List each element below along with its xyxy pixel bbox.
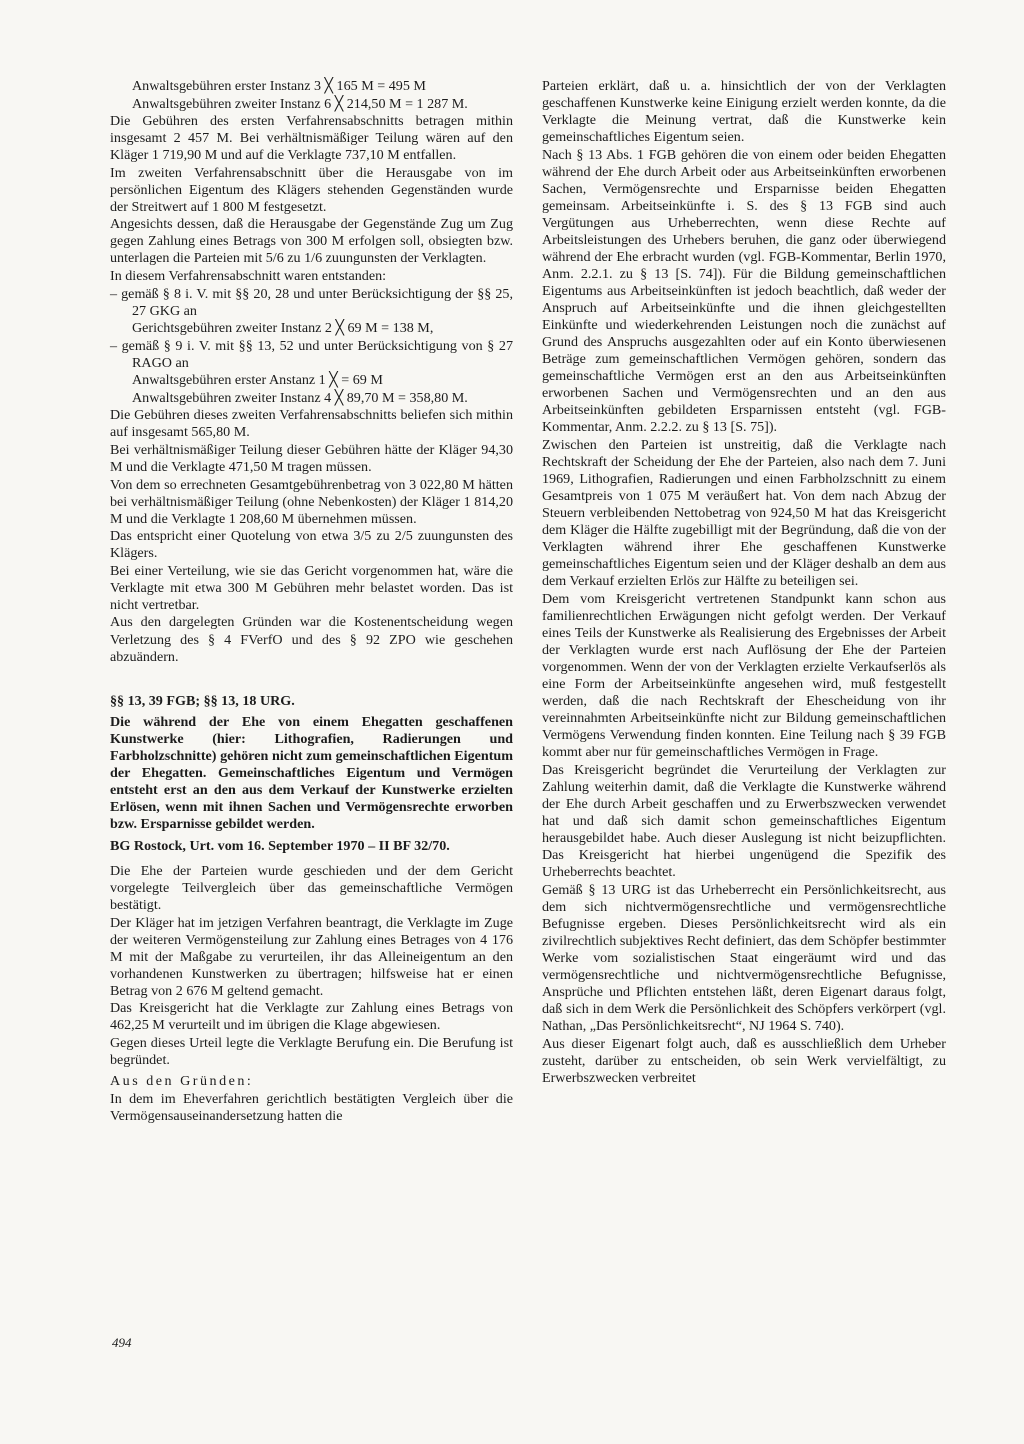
- paragraph: Anwaltsgebühren zweiter Instanz 4 ╳ 89,70 M = 358,80 M.: [132, 389, 468, 406]
- paragraph: Die Gebühren dieses zweiten Verfahrensabschnitts beliefen sich mithin auf insgesamt 565,80 M.: [110, 407, 513, 441]
- paragraph: Von dem so errechneten Gesamtgebührenbetrag von 3 022,80 M hätten bei verhältnismäßiger Teilung (ohne Nebenkosten) der Kläger 1 814,20 M und die Verklagte 1 208,60 M übernehmen müssen.: [110, 476, 513, 527]
- section-heading: Aus den Gründen:: [110, 1073, 254, 1090]
- paragraph: Das Kreisgericht hat die Verklagte zur Zahlung eines Betrags von 462,25 M verurteilt und im übrigen die Klage abgewiesen.: [110, 1000, 513, 1034]
- left-column: [110, 78, 513, 1125]
- paragraph: Der Kläger hat im jetzigen Verfahren beantragt, die Verklagte im Zuge der weiteren Vermögensteilung zur Zahlung eines Betrages von 4 176 M mit der Maßgabe zu verurteilen, ihr das Alleineigentum an den vorhandenen Kunstwerken zu übertragen; hilfsweise hat er einen Betrag von 2 676 M geltend gemacht.: [110, 914, 513, 999]
- paragraph: – gemäß § 9 i. V. mit §§ 13, 52 und unter Berücksichtigung von § 27 RAGO an: [110, 337, 513, 371]
- paragraph: Im zweiten Verfahrensabschnitt über die Herausgabe von im persönlichen Eigentum des Klägers stehenden Gegenständen wurde der Streitwert auf 1 800 M festgesetzt.: [110, 164, 513, 215]
- paragraph: Die Gebühren des ersten Verfahrensabschnitts betragen mithin insgesamt 2 457 M. Bei verhältnismäßiger Teilung wären auf den Kläger 1 719,90 M und auf die Verklagte 737,10 M entfallen.: [110, 113, 513, 164]
- paragraph: Bei verhältnismäßiger Teilung dieser Gebühren hätte der Kläger 94,30 M und die Verklagte 471,50 M tragen müssen.: [110, 441, 513, 476]
- law-references: §§ 13, 39 FGB; §§ 13, 18 URG.: [110, 692, 295, 709]
- paragraph: Gerichtsgebühren zweiter Instanz 2 ╳ 69 M = 138 M,: [132, 320, 434, 337]
- paragraph: In dem im Eheverfahren gerichtlich bestätigten Vergleich über die Vermögensauseinandersetzung hatten die: [110, 1090, 513, 1124]
- paragraph: Aus dieser Eigenart folgt auch, daß es ausschließlich dem Urheber zusteht, darüber zu entscheiden, ob sein Werk vervielfältigt, zu Erwerbszwecken verbreitet: [542, 1035, 946, 1086]
- paragraph: – gemäß § 8 i. V. mit §§ 20, 28 und unter Berücksichtigung der §§ 25, 27 GKG an: [110, 285, 513, 319]
- paragraph: Bei einer Verteilung, wie sie das Gericht vorgenommen hat, wäre die Verklagte mit etwa 300 M Gebühren mehr belastet worden. Das ist nicht vertretbar.: [110, 562, 513, 613]
- paragraph: Das entspricht einer Quotelung von etwa 3/5 zu 2/5 zuungunsten des Klägers.: [110, 528, 513, 562]
- headnote: Die während der Ehe von einem Ehegatten geschaffenen Kunstwerke (hier: Lithografien, Radierungen und Farbholzschnitte) gehören nicht zum gemeinschaftlichen Eigentum der Ehegatten. Gemeinschaftliches Eigentum und Vermögen entsteht erst an den aus dem Verkauf der Kunstwerke erzielten Erlösen, wenn mit ihnen Sachen und Vermögensrechte erworben bzw. Ersparnisse gebildet werden.: [110, 713, 513, 832]
- paragraph: Parteien erklärt, daß u. a. hinsichtlich der von der Verklagten geschaffenen Kunstwerke keine Einigung erzielt werden konnte, da die Verklagte die Meinung vertrat, daß die Kunstwerke kein gemeinschaftliches Eigentum seien.: [542, 78, 946, 146]
- paragraph: Angesichts dessen, daß die Herausgabe der Gegenstände Zug um Zug gegen Zahlung eines Betrags von 300 M erfolgen soll, obsiegten bzw. unterlagen die Parteien mit 5/6 zu 1/6 zuungunsten der Verklagten.: [110, 216, 513, 267]
- paragraph: Gemäß § 13 URG ist das Urheberrecht ein Persönlichkeitsrecht, aus dem sich nichtvermögensrechtliche und vermögensrechtliche Befugnisse ergeben. Dieses Persönlichkeitsrecht wird als ein zivilrechtlich subjektives Recht definiert, das dem Schöpfer bestimmter Werke vom sozialistischen Staat eingeräumt wird und das vermögensrechtliche und nichtvermögensrechtliche Befugnisse, Ansprüche und Pflichten entstehen läßt, deren Eigenart daraus folgt, daß sich in dem Werk die Persönlichkeit des Schöpfers verkörpert (vgl. Nathan, „Das Persönlichkeitsrecht“, NJ 1964 S. 740).: [542, 881, 946, 1035]
- page-number: 494: [112, 1335, 132, 1350]
- court-citation: BG Rostock, Urt. vom 16. September 1970 – II BF 32/70.: [110, 837, 450, 854]
- paragraph: Anwaltsgebühren erster Anstanz 1 ╳ = 69 M: [132, 372, 383, 389]
- paragraph: Anwaltsgebühren erster Instanz 3 ╳ 165 M = 495 M: [132, 78, 426, 94]
- paragraph: Das Kreisgericht begründet die Verurteilung der Verklagten zur Zahlung weiterhin damit, daß die Verklagte die Kunstwerke während der Ehe durch Arbeit geschaffen und zu Erwerbszwecken verwendet hat und daß sich damit schon gemeinschaftliches Eigentum herausgebildet habe. Auch dieser Auslegung ist nicht beizupflichten. Das Kreisgericht hat hierbei ungenügend die Spezifik des Urheberrechts beachtet.: [542, 761, 946, 881]
- paragraph: Zwischen den Parteien ist unstreitig, daß die Verklagte nach Rechtskraft der Scheidung der Ehe der Parteien, also nach dem 7. Juni 1969, Lithografien, Radierungen und einen Farbholzschnitt zu einem Gesamtpreis von 1 075 M veräußert hat. Von dem nach Abzug der Steuern verbleibenden Nettobetrag von 924,50 M hat das Kreisgericht dem Kläger die Hälfte zugebilligt mit der Begründung, daß die von der Verklagten während ihrer Ehe geschaffenen Kunstwerke gemeinschaftliches Eigentum seien und der Kläger deshalb an dem aus dem Verkauf erzielten Erlös zur Hälfte zu beteiligen sei.: [542, 436, 946, 590]
- right-column: [542, 78, 946, 1087]
- paragraph: Die Ehe der Parteien wurde geschieden und der dem Gericht vorgelegte Teilvergleich über das gemeinschaftliche Vermögen bestätigt.: [110, 863, 513, 914]
- paragraph: Gegen dieses Urteil legte die Verklagte Berufung ein. Die Berufung ist begründet.: [110, 1034, 513, 1069]
- paragraph: Aus den dargelegten Gründen war die Kostenentscheidung wegen Verletzung des § 4 FVerfO und des § 92 ZPO wie geschehen abzuändern.: [110, 614, 513, 665]
- paragraph: Dem vom Kreisgericht vertretenen Standpunkt kann schon aus familienrechtlichen Erwägungen nicht gefolgt werden. Der Verkauf eines Teils der Kunstwerke als Realisierung des Ergebnisses der Arbeit der Verklagten wurde erst nach Auflösung der Ehe der Parteien vorgenommen. Wenn der von der Verklagten erzielte Verkaufserlös als eine Form der Arbeitseinkünfte angesehen wird, muß festgestellt werden, daß die nach Rechtskraft der Ehescheidung von ihr vereinnahmten Arbeitseinkünfte nicht zur Bildung gemeinschaftlichen Vermögens Verwendung finden konnten. Eine Teilung nach § 39 FGB kommt aber nur für gemeinschaftliches Vermögen in Frage.: [542, 590, 946, 761]
- paragraph: Nach § 13 Abs. 1 FGB gehören die von einem oder beiden Ehegatten während der Ehe durch Arbeit oder aus Arbeitseinkünften erworbenen Sachen, Vermögensrechte und Ersparnisse beiden Ehegatten gemeinsam. Arbeitseinkünfte i. S. des § 13 FGB sind auch Vergütungen aus Urheberrechten, wenn diese Rechte auf Arbeitsleistungen des Urhebers beruhen, die ganz oder überwiegend während der Ehe erbracht wurden (vgl. FGB-Kommentar, Berlin 1970, Anm. 2.2.1. zu § 13 [S. 74]). Für die Bildung gemeinschaftlichen Eigentums aus Arbeitseinkünften ist jedoch beachtlich, daß weder der Anspruch auf Arbeitseinkünfte und die ihnen gleichgestellten Einkünfte und wiederkehrenden Leistungen noch die zunächst auf Grund des Anspruchs ausgezahlten oder auf ein Konto überwiesenen Beträge zum gemeinschaftlichen Vermögen gehören, sondern das gemeinschaftliche Vermögen erst an den aus Arbeitseinkünften erworbenen Sachen und Vermögensrechten und an den aus Arbeitseinkünften gebildeten Ersparnissen entsteht (vgl. FGB-Kommentar, Anm. 2.2.2. zu § 13 [S. 75]).: [542, 146, 946, 436]
- paragraph: In diesem Verfahrensabschnitt waren entstanden:: [110, 268, 387, 285]
- paragraph: Anwaltsgebühren zweiter Instanz 6 ╳ 214,50 M = 1 287 M.: [132, 95, 468, 112]
